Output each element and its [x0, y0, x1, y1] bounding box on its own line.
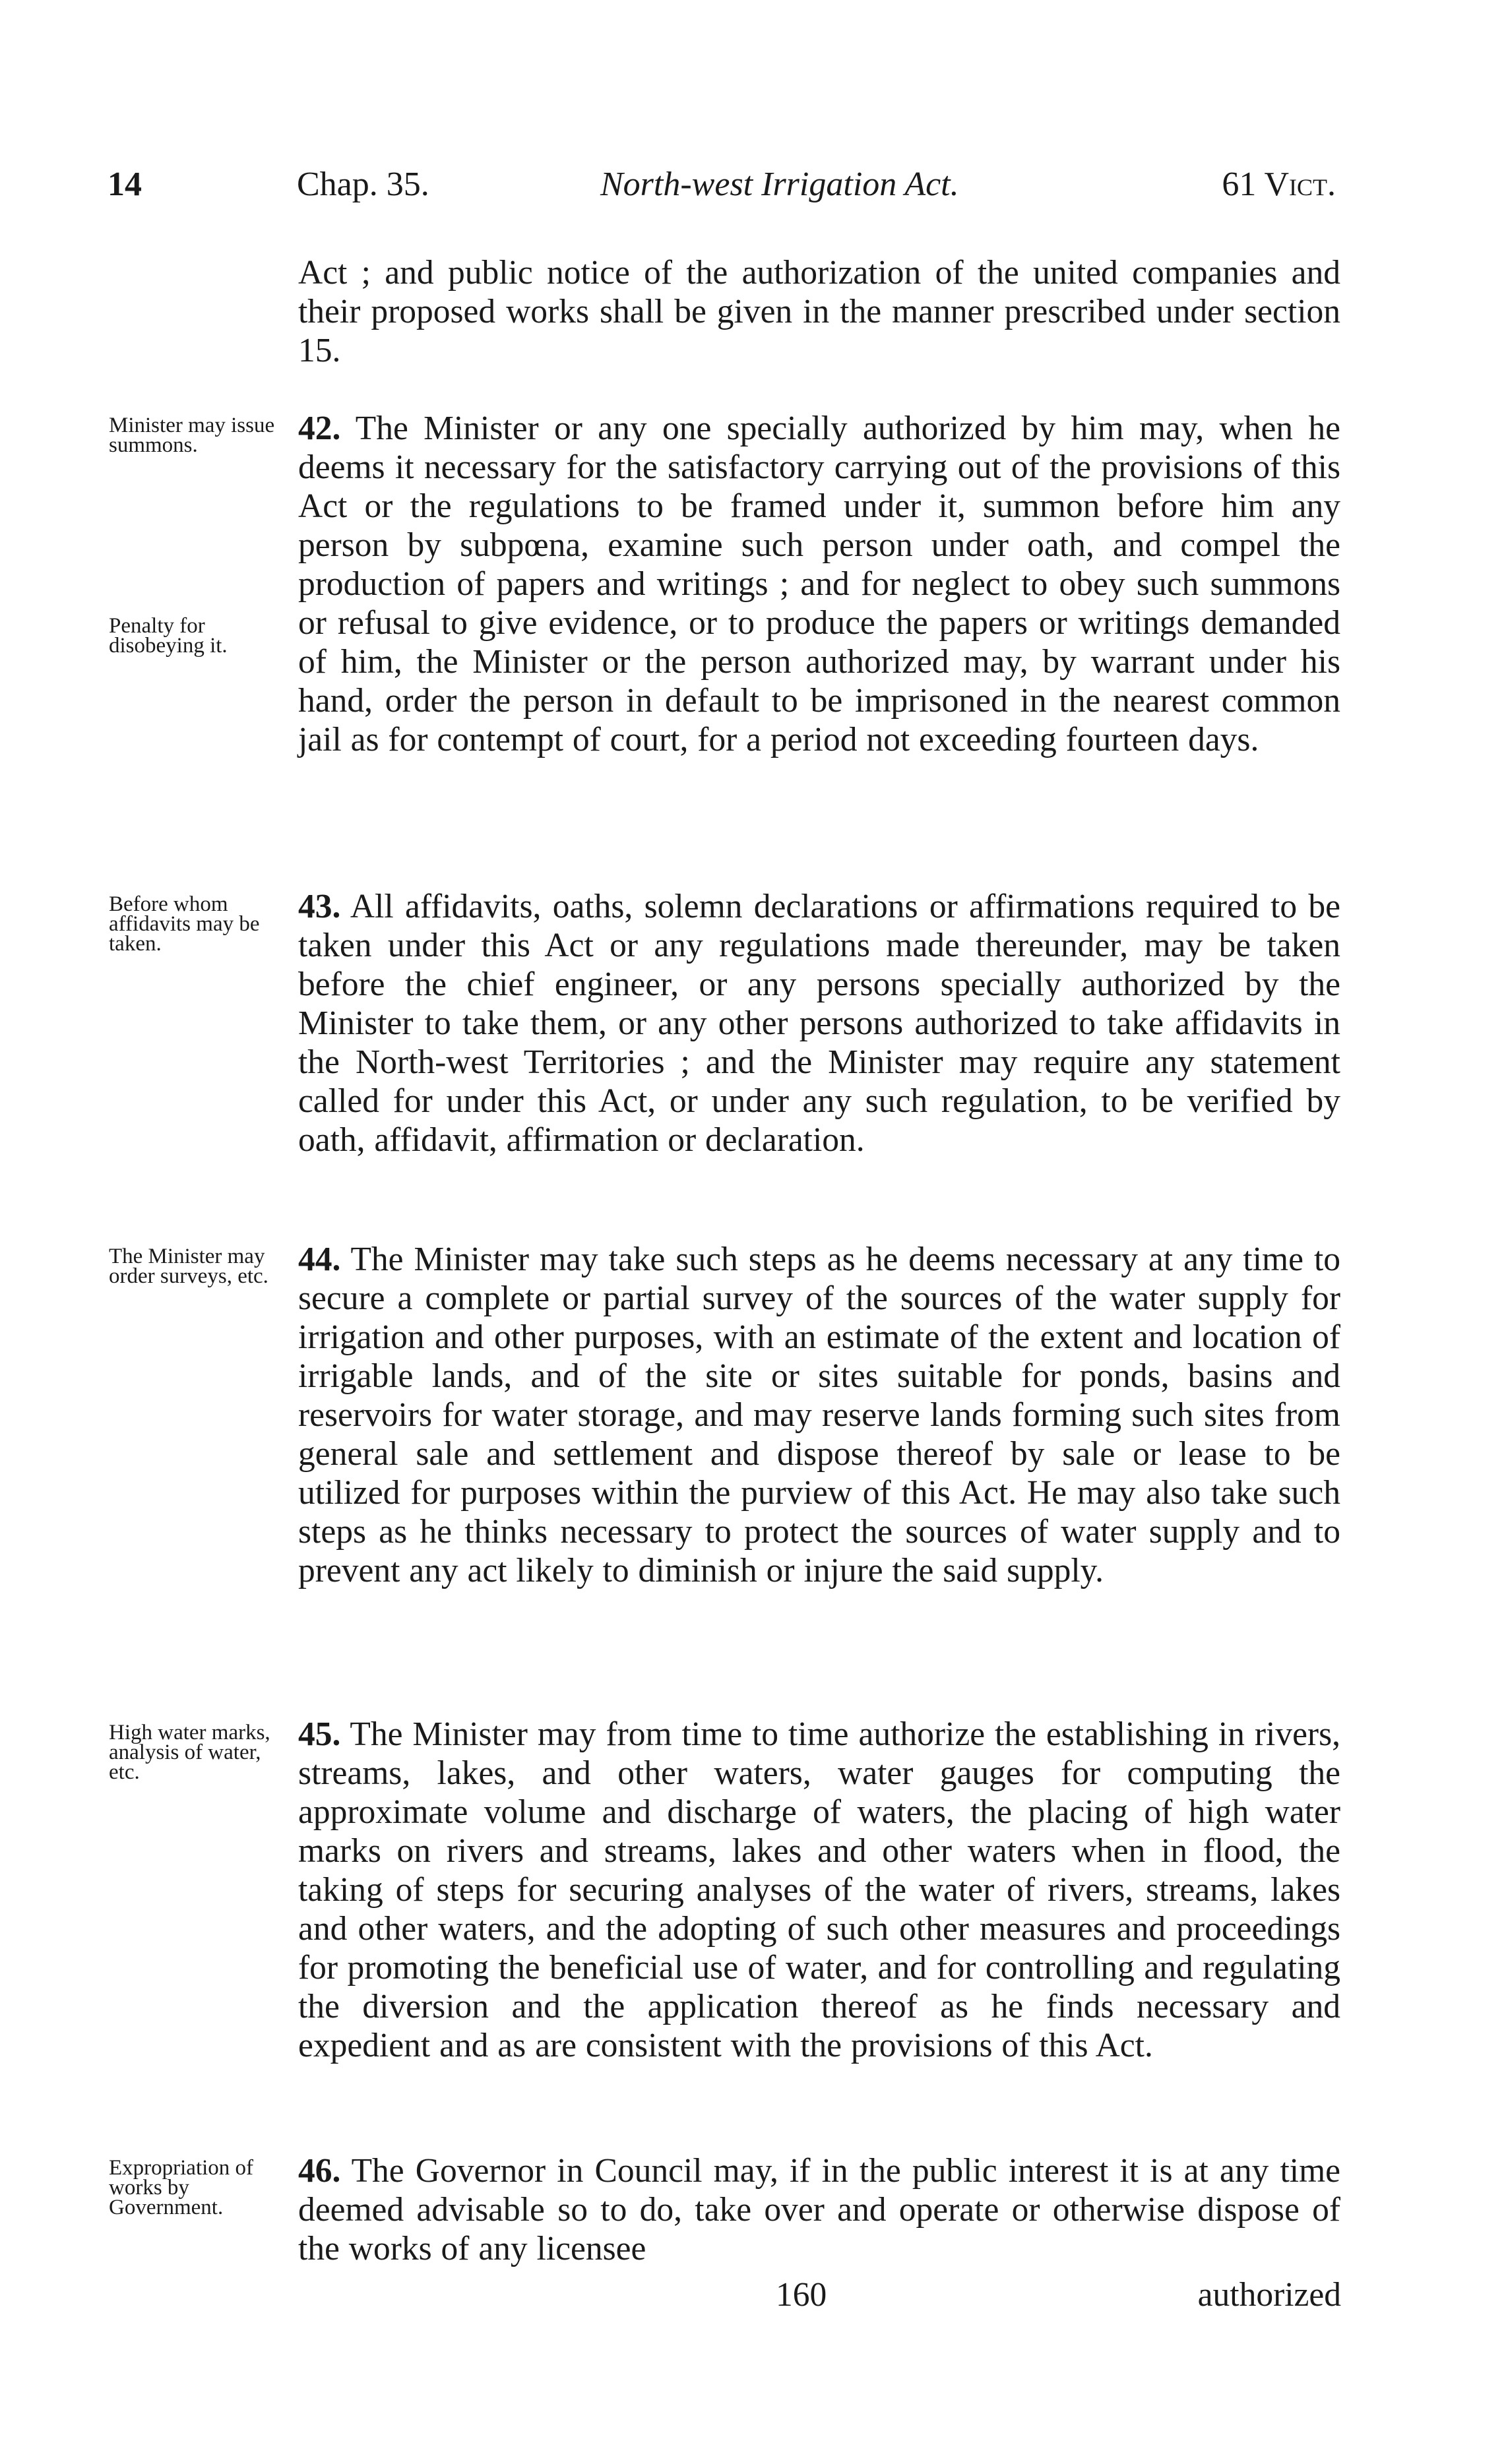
regnal-year: 61 Vict.	[1222, 166, 1336, 203]
section-number: 45.	[298, 1715, 341, 1753]
page-footer	[0, 2275, 1506, 2316]
running-header	[0, 165, 1506, 211]
section-text: The Minister may take such steps as he deems necessary at any time to secure a complete or partial survey of the sources of the water supply for irrigation and other purposes, with an estimate of the extent and location of irrigable lands, and of the site or sites suitable for ponds, basins and reservoirs for water storage, and may reserve lands forming such sites from general sale and settlement and dispose thereof by sale or lease to be utilized for purposes within the purview of this Act. He may also take such steps as he thinks necessary to protect the sources of water supply and to prevent any act likely to diminish or injure the said supply.	[298, 1241, 1341, 1589]
catchword: authorized	[1197, 2276, 1341, 2314]
section-text: The Minister or any one specially authorized by him may, when he deems it necessary for the satisfactory carrying out of the provisions of this Act or the regulations to be framed under it, summon before him any person by subpœna, examine such person under oath, and compel the production of papers and writings ; and for neglect to obey such summons or refusal to give evidence, or to produce the papers or writings demanded of him, the Minister or the person authorized may, by warrant under his hand, order the person in default to be imprisoned in the nearest common jail as for contempt of court, for a period not exceeding fourteen days.	[298, 410, 1340, 758]
section-text: The Minister may from time to time authorize the establishing in rivers, streams, lakes, and other waters, water gauges for computing the approximate volume and discharge of waters, the placing of high water marks on rivers and streams, lakes and other waters when in flood, the taking of steps for securing analyses of the water of rivers, streams, lakes and other waters, and the adopting of such other measures and proceedings for promoting the beneficial use of water, and for controlling and regulating the diversion and the application thereof as he finds necessary and expedient and as are consistent with the provisions of this Act.	[298, 1715, 1340, 2064]
marginal-note: Penalty for disobeying it.	[109, 614, 228, 658]
section-number: 42.	[298, 410, 341, 447]
section-45	[298, 1715, 1340, 2065]
section-text: The Governor in Council may, if in the public interest it is at any time deemed advisable so to do, take over and operate or otherwise dispose of the works of any licensee	[298, 2152, 1341, 2267]
marginal-note: Before whom affidavits may be taken.	[109, 892, 260, 956]
section-46	[298, 2151, 1340, 2268]
chapter-label: Chap. 35.	[297, 166, 429, 203]
section-text: All affidavits, oaths, solemn declarations or affirmations required to be taken under this Act or any regulations made thereunder, may be taken before the chief engineer, or any persons specially authorized by the Minister to take them, or any other persons authorized to take affidavits in the North-west Territories ; and the Minister may require any statement called for under this Act, or under any such regulation, to be verified by oath, affidavit, affirmation or declaration.	[298, 888, 1340, 1159]
folio-number: 160	[776, 2276, 827, 2314]
marginal-note: Minister may issue summons.	[109, 414, 275, 457]
marginal-note: High water marks, analysis of water, etc.	[109, 1721, 270, 1784]
section-42	[298, 409, 1340, 759]
section-44	[298, 1240, 1340, 1590]
marginal-note: The Minister may order surveys, etc.	[109, 1245, 268, 1288]
marginal-note: Expropriation of works by Government.	[109, 2156, 254, 2219]
page-number: 14	[108, 166, 142, 203]
section-number: 44.	[298, 1241, 341, 1278]
act-title: North-west Irrigation Act.	[600, 166, 959, 203]
continued-paragraph: Act ; and public notice of the authorization of the united companies and their proposed works shall be given in the manner prescribed under section 15.	[298, 254, 1340, 369]
section-43	[298, 887, 1340, 1159]
section-number: 43.	[298, 888, 341, 925]
section-number: 46.	[298, 2152, 341, 2190]
